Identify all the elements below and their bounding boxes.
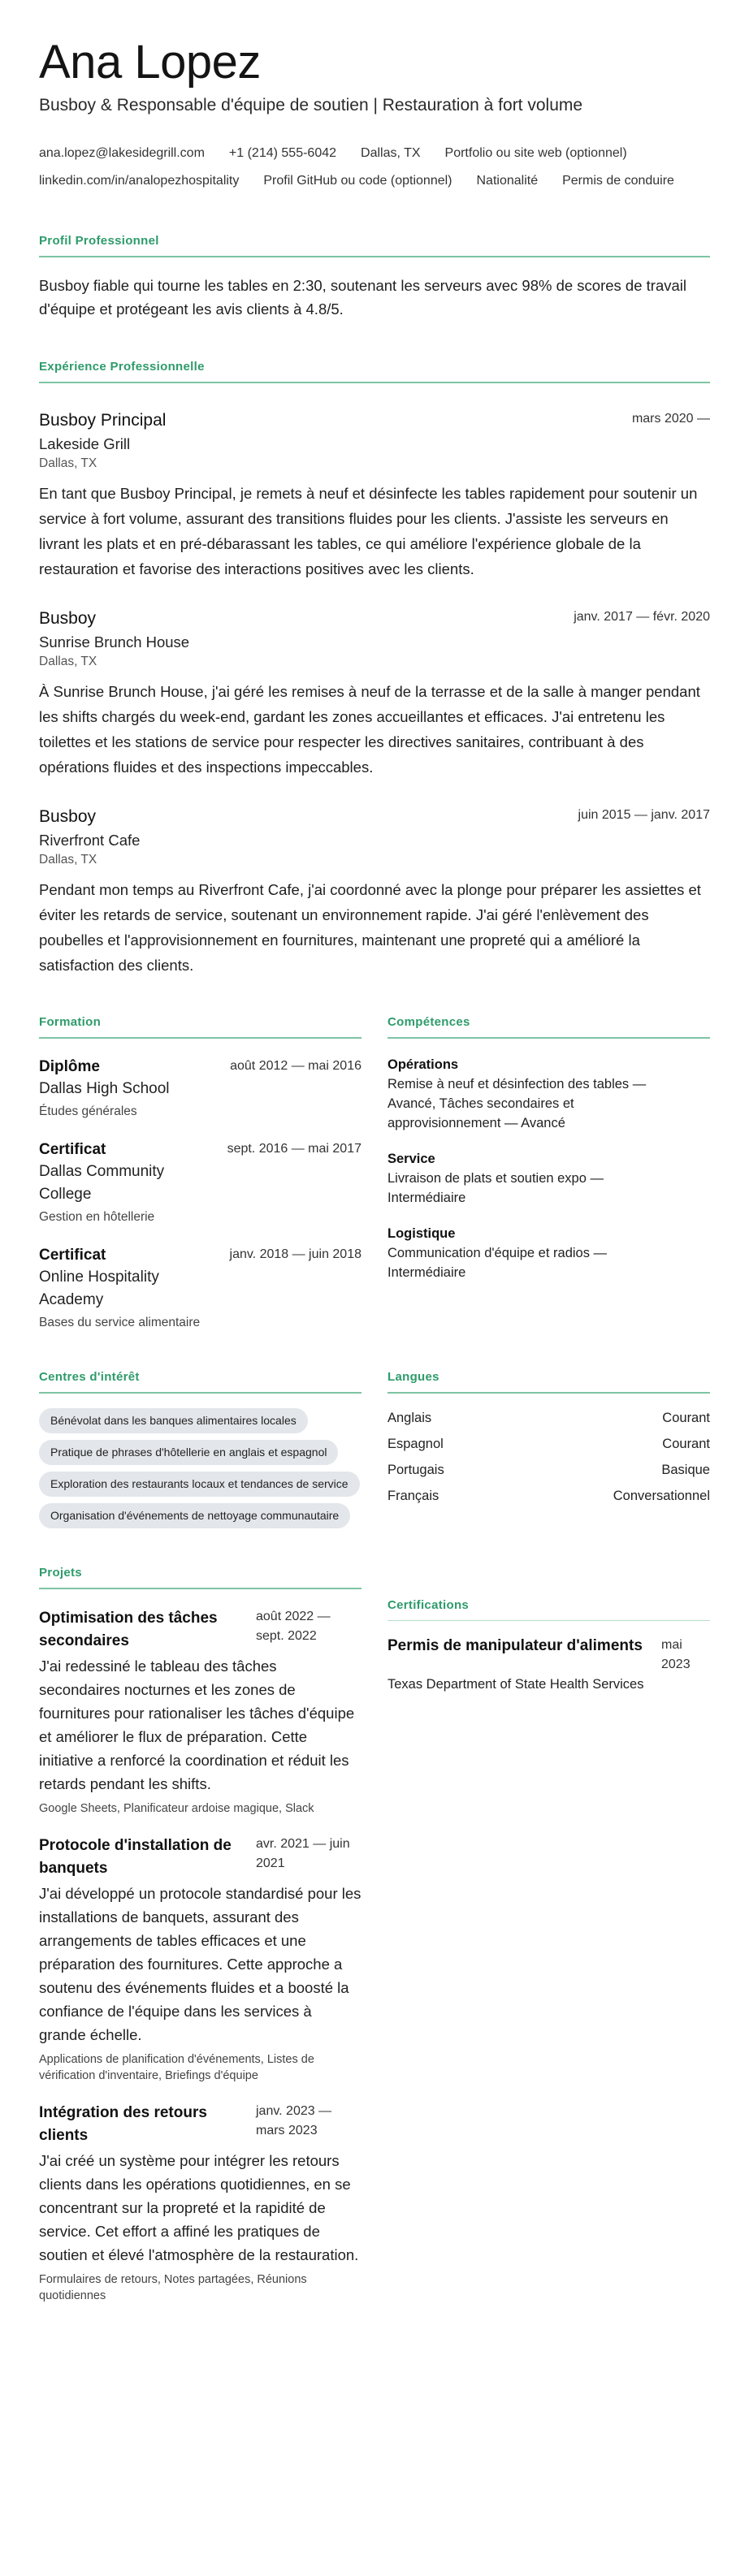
skills-heading: Compétences <box>387 1015 710 1039</box>
job-position: Busboy <box>39 807 97 826</box>
project-keywords: Applications de planification d'événements, Listes de vérification d'inventaire, Briefings d'équipe <box>39 2053 314 2082</box>
experience-section <box>39 360 710 978</box>
certifications-heading: Certifications <box>387 1598 710 1621</box>
language-fluency: Basique <box>661 1463 710 1477</box>
skill-name: Logistique <box>387 1226 456 1241</box>
education-degree: Certificat <box>39 1247 106 1264</box>
summary-heading: Profil Professionnel <box>39 234 710 257</box>
project-keywords: Google Sheets, Planificateur ardoise magique, Slack <box>39 1802 314 1815</box>
language-row <box>387 1431 710 1457</box>
education-date: août 2012 — mai 2016 <box>230 1059 362 1073</box>
education-heading: Formation <box>39 1015 362 1039</box>
skill-keywords: Livraison de plats et soutien expo — Intermédiaire <box>387 1171 604 1205</box>
skill-name: Service <box>387 1152 435 1166</box>
job-date: juin 2015 — janv. 2017 <box>578 808 710 822</box>
project-item <box>39 2102 362 2304</box>
job-description: Pendant mon temps au Riverfront Cafe, j'ai coordonné avec la plonge pour préparer les assiettes et éviter les retards de service, soutenant un environnement rapide. J'ai géré l'enlèvement des poubelles et l'approvisionnement en fournitures, maintenant une propreté qui a amélioré la satisfaction des clients. <box>39 881 701 974</box>
languages-heading: Langues <box>387 1370 710 1394</box>
education-school: Online Hospitality Academy <box>39 1269 159 1308</box>
certification-item <box>387 1636 710 1694</box>
candidate-name: Ana Lopez <box>39 36 261 89</box>
contact-list <box>39 140 710 195</box>
candidate-headline: Busboy & Responsable d'équipe de soutien | Restauration à fort volume <box>39 96 583 115</box>
experience-item <box>39 607 710 780</box>
project-description: J'ai développé un protocole standardisé pour les installations de banquets, assurant des arrangements de tables efficaces et une préparation des fournitures. Cette approche a soutenu des événements fluides et a boosté la confiance de l'équipe dans les services à grande échelle. <box>39 1885 362 2043</box>
job-location: Dallas, TX <box>39 456 97 470</box>
job-description: À Sunrise Brunch House, j'ai géré les remises à neuf de la terrasse et de la salle à manger pendant les shifts chargés du week-end, gardant les zones accueillantes et efficaces. J'ai entretenu les toilettes et les stations de service pour respecter les directives sanitaires, contribuant à des opérations fluides et des inspections impeccables. <box>39 683 700 776</box>
language-fluency: Conversationnel <box>613 1489 710 1503</box>
projects-certifications-row <box>39 1566 710 2304</box>
language-fluency: Courant <box>662 1411 710 1425</box>
skill-item <box>387 1149 710 1208</box>
education-degree: Diplôme <box>39 1058 100 1075</box>
education-school: Dallas High School <box>39 1080 170 1097</box>
language-row <box>387 1457 710 1483</box>
interests-heading: Centres d'intérêt <box>39 1370 362 1394</box>
job-company: Riverfront Cafe <box>39 832 141 849</box>
language-name: Français <box>387 1489 439 1503</box>
interest-tag: Exploration des restaurants locaux et tendances de service <box>39 1472 360 1497</box>
education-degree: Certificat <box>39 1141 106 1158</box>
education-field: Gestion en hôtellerie <box>39 1210 155 1224</box>
contact-website[interactable]: Portfolio ou site web (optionnel) <box>444 146 627 160</box>
education-field: Études générales <box>39 1104 137 1118</box>
certifications-section <box>387 1566 710 2304</box>
skill-item <box>387 1055 710 1133</box>
skills-section <box>387 1015 710 1333</box>
project-description: J'ai créé un système pour intégrer les retours clients dans les opérations quotidiennes, en se concentrant sur la propreté et la rapidité de service. Cet effort a affiné les pratiques de soutien et élevé l'atmosphère de la restauration. <box>39 2152 359 2263</box>
job-company: Lakeside Grill <box>39 435 131 452</box>
education-item <box>39 1057 362 1122</box>
projects-heading: Projets <box>39 1566 362 1589</box>
skill-name: Opérations <box>387 1057 459 1072</box>
interest-tags <box>39 1402 362 1528</box>
contact-nationality: Nationalité <box>476 174 539 188</box>
education-date: sept. 2016 — mai 2017 <box>227 1142 362 1156</box>
summary-section <box>39 234 710 321</box>
experience-item <box>39 409 710 581</box>
languages-section <box>387 1370 710 1528</box>
education-field: Bases du service alimentaire <box>39 1316 201 1329</box>
job-location: Dallas, TX <box>39 853 97 867</box>
contact-linkedin[interactable]: linkedin.com/in/analopezhospitality <box>39 174 240 188</box>
contact-phone[interactable]: +1 (214) 555-6042 <box>228 146 337 160</box>
interests-section <box>39 1370 362 1528</box>
education-item <box>39 1139 362 1227</box>
language-name: Portugais <box>387 1463 444 1477</box>
language-fluency: Courant <box>662 1437 710 1451</box>
project-item <box>39 1835 362 2084</box>
certification-issuer: Texas Department of State Health Services <box>387 1677 644 1692</box>
job-date: mars 2020 — <box>631 412 710 426</box>
job-company: Sunrise Brunch House <box>39 633 190 650</box>
experience-heading: Expérience Professionnelle <box>39 360 710 383</box>
summary-text: Busboy fiable qui tourne les tables en 2:30, soutenant les serveurs avec 98% de scores de travail d'équipe et protégeant les avis clients à 4.8/5. <box>39 277 686 318</box>
contact-license: Permis de conduire <box>562 174 674 188</box>
education-item <box>39 1245 362 1333</box>
experience-item <box>39 806 710 978</box>
certification-date: mai 2023 <box>661 1638 691 1671</box>
language-name: Anglais <box>387 1411 432 1425</box>
resume-header <box>39 34 710 195</box>
interests-languages-row <box>39 1370 710 1528</box>
language-list <box>387 1405 710 1509</box>
certification-name: Permis de manipulateur d'aliments <box>387 1637 643 1654</box>
project-date: janv. 2023 — mars 2023 <box>256 2104 332 2137</box>
interest-tag: Pratique de phrases d'hôtellerie en anglais et espagnol <box>39 1440 338 1465</box>
project-date: avr. 2021 — juin 2021 <box>256 1837 350 1870</box>
project-item <box>39 1607 362 1817</box>
education-skills-row <box>39 1015 710 1333</box>
project-name: Protocole d'installation de banquets <box>39 1837 232 1877</box>
interest-tag: Organisation d'événements de nettoyage communautaire <box>39 1503 350 1528</box>
project-name: Optimisation des tâches secondaires <box>39 1610 218 1649</box>
project-keywords: Formulaires de retours, Notes partagées, Réunions quotidiennes <box>39 2273 307 2302</box>
language-row <box>387 1405 710 1431</box>
contact-location: Dallas, TX <box>361 146 421 160</box>
skill-item <box>387 1224 710 1282</box>
job-position: Busboy <box>39 609 97 628</box>
education-section <box>39 1015 362 1333</box>
project-description: J'ai redessiné le tableau des tâches secondaires nocturnes et les zones de fournitures pour rationaliser les tâches d'équipe et améliorer le flux de préparation. Cette initiative a renforcé la coordination et réduit les retards pendant les shifts. <box>39 1658 355 1792</box>
job-location: Dallas, TX <box>39 655 97 668</box>
projects-section <box>39 1566 362 2304</box>
project-name: Intégration des retours clients <box>39 2104 207 2144</box>
job-position: Busboy Principal <box>39 411 167 430</box>
skill-keywords: Remise à neuf et désinfection des tables — Avancé, Tâches secondaires et approvisionnement — Avancé <box>387 1077 647 1130</box>
job-date: janv. 2017 — févr. 2020 <box>574 610 710 624</box>
contact-github[interactable]: Profil GitHub ou code (optionnel) <box>263 174 452 188</box>
interest-tag: Bénévolat dans les banques alimentaires locales <box>39 1408 308 1433</box>
education-date: janv. 2018 — juin 2018 <box>229 1247 362 1261</box>
skill-keywords: Communication d'équipe et radios — Intermédiaire <box>387 1246 608 1280</box>
language-row <box>387 1483 710 1509</box>
education-school: Dallas Community College <box>39 1163 165 1203</box>
project-date: août 2022 — sept. 2022 <box>256 1610 331 1643</box>
contact-email[interactable]: ana.lopez@lakesidegrill.com <box>39 146 205 160</box>
language-name: Espagnol <box>387 1437 444 1451</box>
job-description: En tant que Busboy Principal, je remets à neuf et désinfecte les tables rapidement pour soutenir un service à fort volume, assurant des transitions fluides pour les clients. J'assiste les serveurs en livrant les plats et en pré-débarassant les tables, ce qui améliore l'expérience globale de la restauration et favorise des interactions positives avec les clients. <box>39 485 698 577</box>
